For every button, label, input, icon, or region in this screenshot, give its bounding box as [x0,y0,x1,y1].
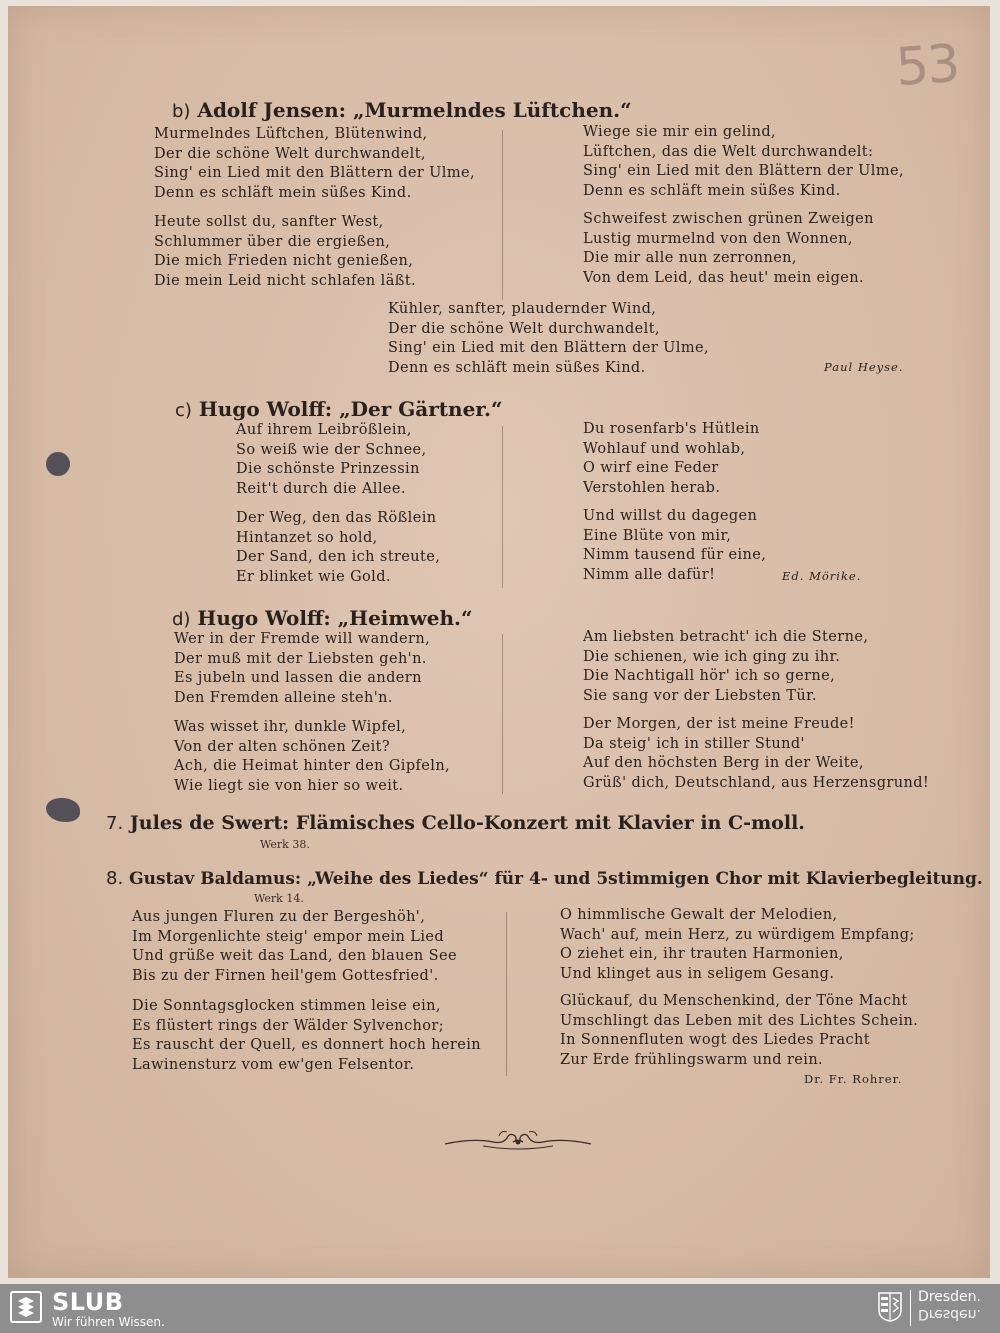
verse-line: Und grüße weit das Land, den blauen See [132,948,457,965]
verse-line: Lüftchen, das die Welt durchwandelt: [583,143,874,160]
document-page [8,6,990,1278]
verse-line: Du rosenfarb's Hütlein [583,421,760,437]
verse-line: Lustig murmelnd von den Wonnen, [583,230,853,247]
stanza [560,906,915,984]
dresden-wordmark-reflection: Dresden. [918,1306,981,1322]
verse-line: Zur Erde frühlingswarm und rein. [560,1051,824,1068]
verse-line: Nimm alle dafür! [583,566,716,583]
dresden-wordmark[interactable]: Dresden. [918,1289,981,1305]
verse-line: Im Morgenlichte steig' empor mein Lied [132,928,445,945]
stanza [583,715,929,793]
verse-line: Der Sand, den ich streute, [236,549,441,566]
punch-hole-top [46,452,70,476]
verse-line: In Sonnenfluten wogt des Liedes Pracht [560,1032,870,1049]
verse-line: Die Sonntagsglocken stimmen leise ein, [132,998,441,1014]
stanza [132,997,481,1075]
stanza [236,421,427,499]
stanza [583,628,868,706]
verse-line: Wie liegt sie von hier so weit. [174,777,404,794]
footer-bar [0,1284,1000,1333]
stanza [560,992,918,1070]
verse-line: Heute sollst du, sanfter West, [154,214,384,230]
opus-number: Werk 14. [254,892,304,905]
verse-line: Umschlingt das Leben mit des Lichtes Schein. [560,1012,919,1029]
author-credit: Paul Heyse. [824,360,904,374]
verse-line: Sing' ein Lied mit den Blättern der Ulme, [388,340,709,357]
stanza [388,300,709,378]
verse-line: O wirf eine Feder [583,460,719,477]
verse-line: O himmlische Gewalt der Melodien, [560,907,838,923]
program-item-7: 7. Jules de Swert: Flämisches Cello-Konzert mit Klavier in C-moll. [106,812,805,834]
verse-line: Glückauf, du Menschenkind, der Töne Macht [560,993,908,1009]
verse-line: Den Fremden alleine steh'n. [174,689,393,706]
stanza [583,210,874,288]
verse-line: Auf ihrem Leibrößlein, [236,422,412,438]
verse-line: Was wisset ihr, dunkle Wipfel, [174,719,407,735]
stanza [174,630,430,708]
stanza [154,213,416,291]
verse-line: Sing' ein Lied mit den Blättern der Ulme, [154,165,475,182]
opus-number: Werk 38. [260,838,310,851]
verse-line: Murmelndes Lüftchen, Blütenwind, [154,126,428,142]
verse-line: Ach, die Heimat hinter den Gipfeln, [174,758,451,775]
verse-line: Es jubeln und lassen die andern [174,670,422,687]
column-divider [502,130,503,300]
verse-line: Bis zu der Firnen heil'gem Gottesfried'. [132,967,439,984]
author-credit: Ed. Mörike. [782,569,862,583]
column-divider [502,426,503,588]
dresden-crest-icon [878,1292,902,1322]
slub-logo-icon [10,1291,42,1323]
verse-line: Der die schöne Welt durchwandelt, [388,320,660,337]
verse-line: Da steig' ich in stiller Stund' [583,735,805,752]
verse-line: Er blinket wie Gold. [236,568,391,585]
verse-line: Hintanzet so hold, [236,529,378,546]
verse-line: Wiege sie mir ein gelind, [583,124,777,140]
verse-line: Nimm tausend für eine, [583,547,767,564]
verse-line: Schlummer über die ergießen, [154,233,391,250]
column-divider [506,912,507,1076]
verse-line: Reit't durch die Allee. [236,480,406,497]
section-c-heading: c) Hugo Wolff: „Der Gärtner.“ [175,397,503,421]
verse-line: Die mir alle nun zerronnen, [583,250,797,267]
slub-tagline: Wir führen Wissen. [52,1315,165,1329]
section-b-heading: b) Adolf Jensen: „Murmelndes Lüftchen.“ [172,98,632,122]
verse-line: Auf den höchsten Berg in der Weite, [583,755,864,772]
author-credit: Dr. Fr. Rohrer. [804,1072,903,1086]
verse-line: Von der alten schönen Zeit? [174,738,391,755]
verse-line: Der muß mit der Liebsten geh'n. [174,650,427,667]
verse-line: Am liebsten betracht' ich die Sterne, [583,629,869,645]
section-d-heading: d) Hugo Wolff: „Heimweh.“ [172,606,473,630]
verse-line: Wohlauf und wohlab, [583,440,746,457]
verse-line: Schweifest zwischen grünen Zweigen [583,211,874,227]
verse-line: Der die schöne Welt durchwandelt, [154,145,426,162]
stanza [154,125,475,203]
stanza [583,420,760,498]
stanza [583,123,904,201]
verse-line: Wer in der Fremde will wandern, [174,631,431,647]
footer-separator [910,1290,911,1326]
ornament-flourish [443,1124,593,1154]
verse-line: Die schienen, wie ich ging zu ihr. [583,648,841,665]
verse-line: Denn es schläft mein süßes Kind. [154,184,412,201]
verse-line: Es flüstert rings der Wälder Sylvenchor; [132,1017,445,1034]
verse-line: Aus jungen Fluren zu der Bergeshöh', [132,909,426,925]
verse-line: Denn es schläft mein süßes Kind. [388,359,646,376]
verse-line: Die Nachtigall hör' ich so gerne, [583,668,836,685]
verse-line: Lawinensturz vom ew'gen Felsentor. [132,1056,415,1073]
verse-line: Und klinget aus in seligem Gesang. [560,965,835,982]
stanza [174,718,450,796]
verse-line: Die mein Leid nicht schlafen läßt. [154,272,417,289]
stanza [236,509,440,587]
verse-line: Verstohlen herab. [583,479,721,496]
verse-line: Der Weg, den das Rößlein [236,510,437,526]
verse-line: Grüß' dich, Deutschland, aus Herzensgrund! [583,774,930,791]
archive-number-stamp: 53 [893,33,961,99]
verse-line: Die schönste Prinzessin [236,461,420,478]
verse-line: Es rauscht der Quell, es donnert hoch herein [132,1037,482,1054]
stanza [583,507,766,585]
verse-line: Kühler, sanfter, plaudernder Wind, [388,301,657,317]
verse-line: Von dem Leid, das heut' mein eigen. [583,269,864,286]
verse-line: Eine Blüte von mir, [583,527,732,544]
verse-line: Wach' auf, mein Herz, zu würdigem Empfang; [560,926,915,943]
column-divider [502,634,503,794]
verse-line: Der Morgen, der ist meine Freude! [583,716,855,732]
verse-line: Sing' ein Lied mit den Blättern der Ulme, [583,163,904,180]
program-item-8: 8. Gustav Baldamus: „Weihe des Liedes“ für 4- und 5stimmigen Chor mit Klavierbegleitung. [106,868,983,889]
verse-line: Die mich Frieden nicht genießen, [154,253,414,270]
slub-name[interactable]: SLUB [52,1288,124,1316]
stanza [132,908,457,986]
verse-line: Denn es schläft mein süßes Kind. [583,182,841,199]
verse-line: Sie sang vor der Liebsten Tür. [583,687,817,704]
verse-line: O ziehet ein, ihr trauten Harmonien, [560,946,844,963]
punch-hole-bottom [46,798,80,822]
verse-line: Und willst du dagegen [583,508,758,524]
verse-line: So weiß wie der Schnee, [236,441,427,458]
